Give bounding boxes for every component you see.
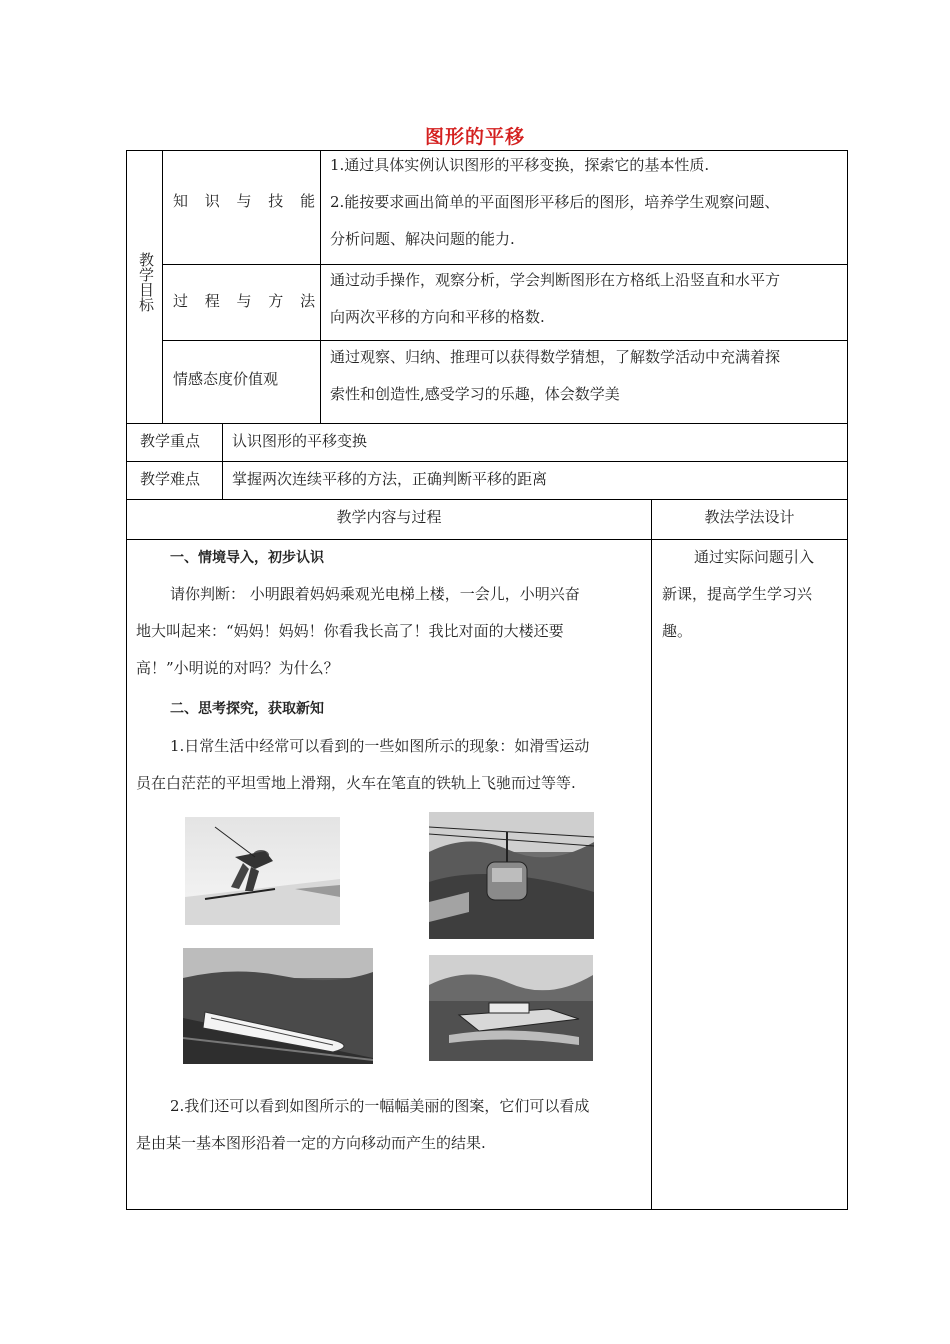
row-label-knowledge: 知 识 与 技 能 [173, 192, 322, 210]
method-notes: 通过实际问题引入 新课，提高学生学习兴 趣。 [662, 548, 815, 640]
method-column-header: 教法学法设计 [704, 508, 795, 526]
row-text-knowledge: 1.通过具体实例认识图形的平移变换，探索它的基本性质. 2.能按要求画出简单的平面图形平移后的图形，培养学生观察问题、 分析问题、解决问题的能力. [330, 156, 780, 248]
item1-body: 1.日常生活中经常可以看到的一些如图所示的现象：如滑雪运动 员在白茫茫的平坦雪地上滑翔，火车在笔直的铁轨上飞驰而过等等. [136, 737, 590, 792]
skier-photo [185, 817, 340, 925]
item2-body: 2.我们还可以看到如图所示的一幅幅美丽的图案，它们可以看成 是由某一基本图形沿着一定的方向移动而产生的结果. [136, 1097, 590, 1152]
content-column-header: 教学内容与过程 [336, 508, 442, 526]
section1-title: 一、情境导入，初步认识 [170, 550, 324, 566]
row-label-attitude: 情感态度价值观 [173, 370, 279, 388]
row-text-process: 通过动手操作，观察分析，学会判断图形在方格纸上沿竖直和水平方 向两次平移的方向和平移的格数. [330, 271, 781, 326]
row-label-process: 过 程 与 方 法 [173, 292, 322, 310]
document-title: 图形的平移 [424, 126, 525, 148]
cable-car-photo [429, 812, 594, 939]
difficulty-label: 教学难点 [140, 470, 201, 488]
section1-body: 请你判断： 小明跟着妈妈乘观光电梯上楼，一会儿，小明兴奋 地大叫起来：“妈妈！妈妈！你看我长高了！我比对面的大楼还要 高！”小明说的对吗？为什么？ [136, 585, 580, 677]
hydrofoil-boat-photo [429, 955, 593, 1061]
section2-title: 二、思考探究，获取新知 [170, 701, 324, 717]
key-point-label: 教学重点 [140, 432, 201, 450]
key-point-text: 认识图形的平移变换 [232, 432, 368, 450]
difficulty-text: 掌握两次连续平移的方法，正确判断平移的距离 [232, 470, 548, 488]
row-text-attitude: 通过观察、归纳、推理可以获得数学猜想，了解数学活动中充满着探 索性和创造性,感受学习的乐趣，体会数学美 [330, 348, 781, 403]
objectives-label: 教学目标 [137, 252, 155, 312]
high-speed-train-photo [183, 948, 373, 1064]
